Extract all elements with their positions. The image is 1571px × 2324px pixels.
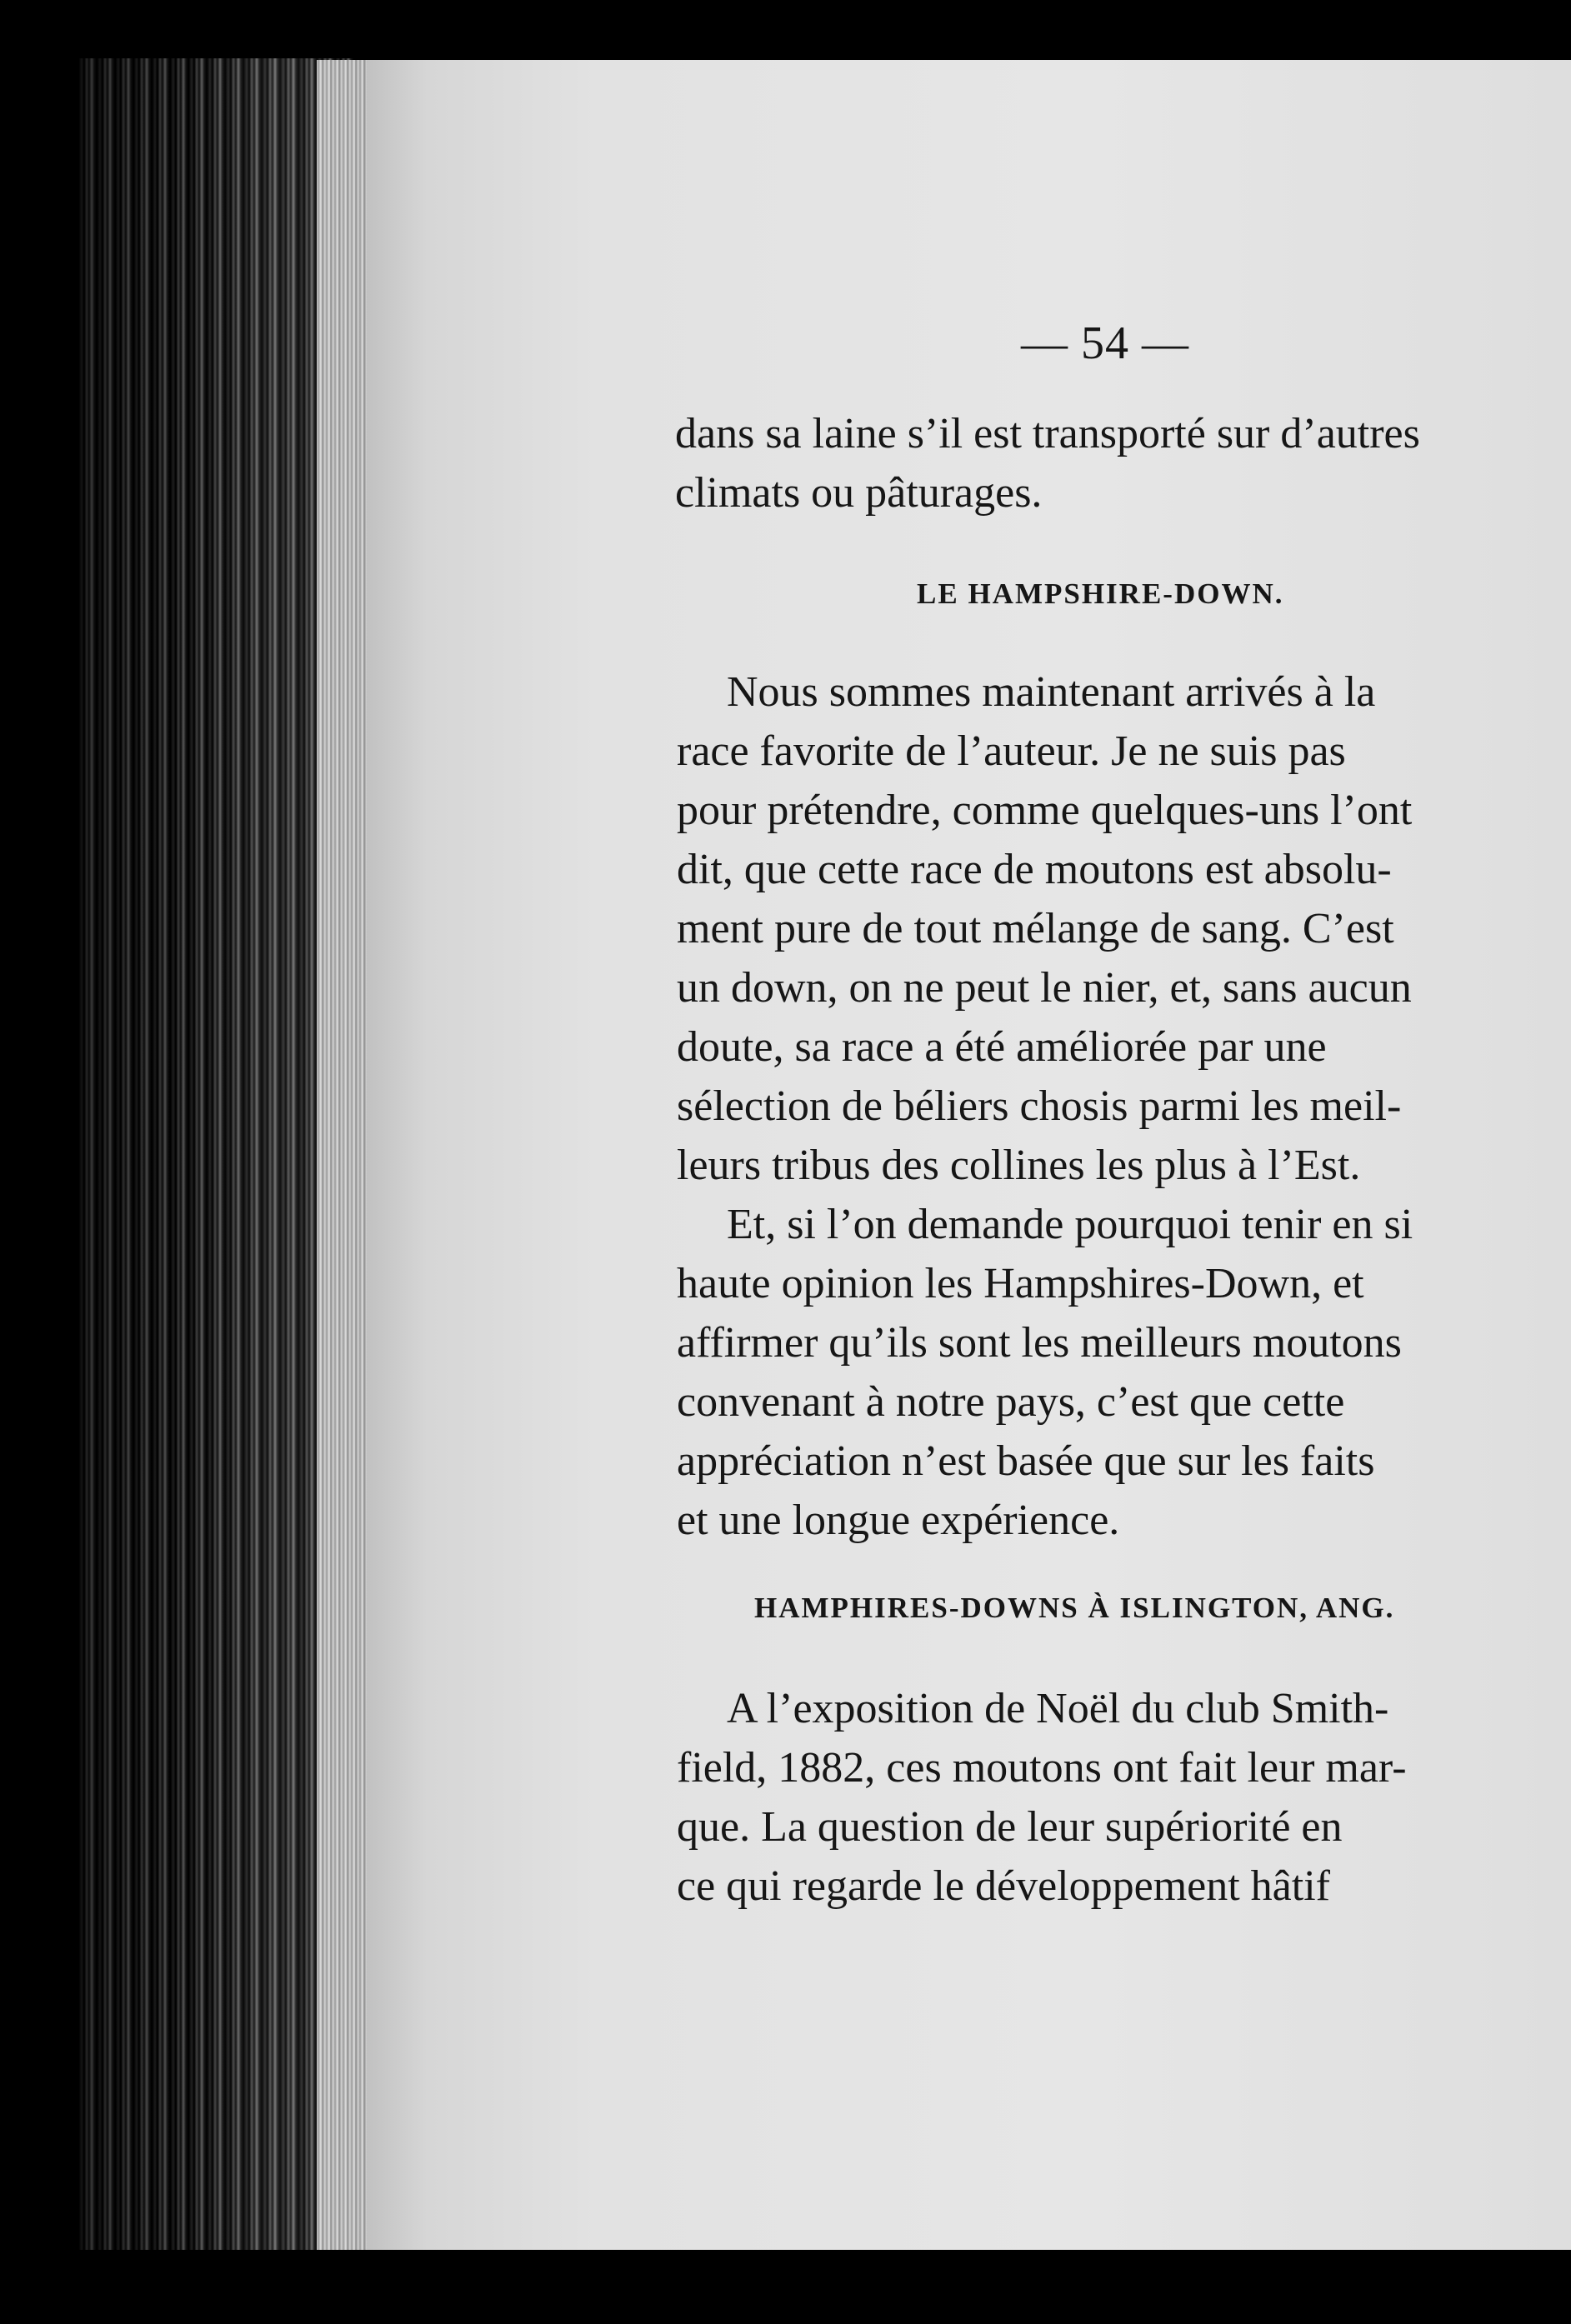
text-line: appréciation n’est basée que sur les faits	[677, 1437, 1375, 1485]
text-line: sélection de béliers chosis parmi les meil-	[677, 1082, 1402, 1130]
paragraph-2	[677, 662, 1413, 1550]
text-line: Nous sommes maintenant arrivés à la	[727, 668, 1376, 716]
paragraph-3	[677, 1679, 1407, 1916]
scan-bottom-border	[79, 2250, 1571, 2324]
text-line: A l’exposition de Noël du club Smith-	[727, 1685, 1389, 1732]
text-line: un down, on ne peut le nier, et, sans aucun	[677, 964, 1412, 1012]
page-gutter	[317, 60, 367, 2264]
page-edges-shadow	[79, 58, 354, 2267]
text-line: que. La question de leur supériorité en	[677, 1803, 1343, 1851]
text-line: affirmer qu’ils sont les meilleurs moutons	[677, 1319, 1402, 1367]
text-line: dans sa laine s’il est transporté sur d’autres	[675, 410, 1420, 457]
text-line: field, 1882, ces moutons ont fait leur mar-	[677, 1744, 1407, 1792]
text-line: Et, si l’on demande pourquoi tenir en si	[727, 1201, 1413, 1248]
text-line: et une longue expérience.	[677, 1497, 1120, 1544]
text-line: leurs tribus des collines les plus à l’Est.	[677, 1142, 1361, 1189]
text-line: climats ou pâturages.	[675, 469, 1043, 517]
section-heading-hampshire-down: LE HAMPSHIRE-DOWN.	[917, 577, 1284, 610]
text-line: race favorite de l’auteur. Je ne suis pas	[677, 727, 1346, 775]
text-line: ment pure de tout mélange de sang. C’est	[677, 905, 1394, 952]
paragraph-1	[675, 404, 1420, 522]
text-line: pour prétendre, comme quelques-uns l’ont	[677, 787, 1413, 834]
text-line: convenant à notre pays, c’est que cette	[677, 1378, 1345, 1426]
page-number: — 54 —	[1021, 317, 1189, 369]
text-line: ce qui regarde le développement hâtif	[677, 1862, 1330, 1910]
text-line: haute opinion les Hampshires-Down, et	[677, 1260, 1364, 1307]
text-line: dit, que cette race de moutons est absolu-	[677, 846, 1392, 893]
section-heading-islington: HAMPHIRES-DOWNS À ISLINGTON, ANG.	[754, 1592, 1395, 1624]
text-line: doute, sa race a été améliorée par une	[677, 1023, 1327, 1071]
